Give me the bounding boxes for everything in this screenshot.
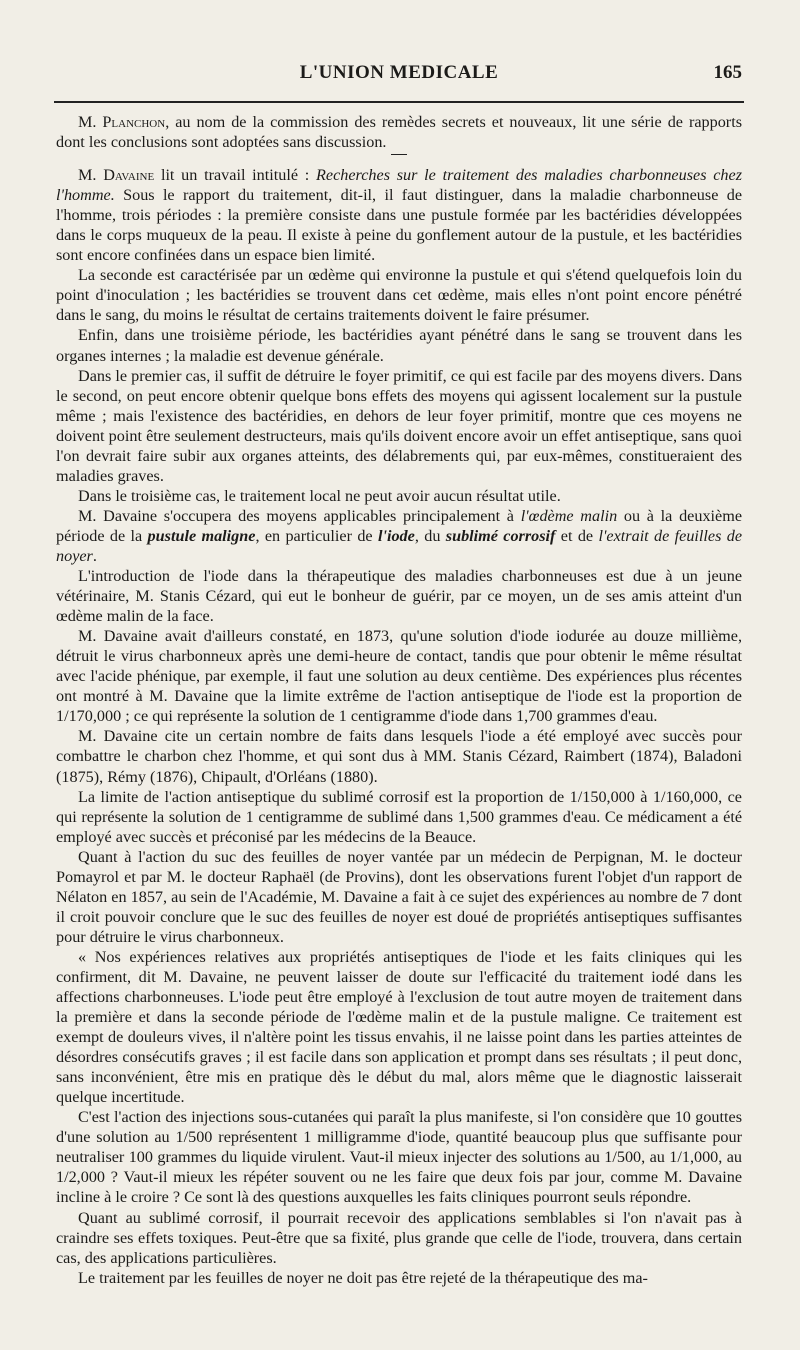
work-title: Recherches sur le traitement des maladies charbonneuses chez l'homme. <box>56 166 742 205</box>
page-number: 165 <box>713 62 742 83</box>
paragraph: Le traitement par les feuilles de noyer ne doit pas être rejeté de la thérapeutique des ma- <box>78 1268 648 1287</box>
paragraph: La seconde est caractérisée par un œdème qui environne la pustule et qui s'étend quelquefois loin du point d'inoculation ; les bactéridies se trouvent dans cet œdème, mais elles n'ont point encore pénétré dans le sang, du moins le résultat de certains traitements doivent le faire présumer. <box>56 266 742 325</box>
paragraph: Dans le troisième cas, le traitement local ne peut avoir aucun résultat utile. <box>78 486 561 505</box>
paragraph: L'introduction de l'iode dans la thérapeutique des maladies charbonneuses est due à un jeune vétérinaire, M. Stanis Cézard, qui eut le bonheur de guérir, par ce moyen, un de ses amis atteint d'un œdème malin de la face. <box>56 567 742 626</box>
paragraph: Dans le premier cas, il suffit de détruire le foyer primitif, ce qui est facile par des moyens divers. Dans le second, on peut encore obtenir quelque bons effets des moyens qui agissent localement sur la pustule même ; mais l'existence des bactéridies, en dehors de leur foyer primitif, montre que ces moyens ne doivent point être seulement destructeurs, mais qu'ils doivent encore avoir un effet antiseptique, sans quoi l'on devrait faire subir aux organes atteints, des délabrements qui, par eux-mêmes, constitueraient des maladies graves. <box>56 366 742 485</box>
section-separator <box>391 154 407 159</box>
paragraph: Enfin, dans une troisième période, les bactéridies ayant pénétré dans le sang se trouvent dans les organes internes ; la maladie est devenue générale. <box>56 326 742 365</box>
paragraph-planchon: M. Planchon, au nom de la commission des remèdes secrets et nouveaux, lit une série de rapports dont les conclusions sont adoptées sans discussion. <box>56 113 742 152</box>
paragraph: Quant au sublimé corrosif, il pourrait recevoir des applications semblables si l'on n'avait pas à craindre ses effets toxiques. Peut-être que sa fixité, plus grande que celle de l'iode, trouvera, dans certain cas, des applications particulières. <box>56 1208 742 1267</box>
paragraph: Quant à l'action du suc des feuilles de noyer vantée par un médecin de Perpignan, M. le docteur Pomayrol et par M. le docteur Raphaël (de Provins), dont les observations furent l'objet d'un rapport de Nélaton en 1857, au sein de l'Académie, M. Davaine a fait à ce sujet des expériences au nombre de 7 dont il croit pouvoir conclure que le suc des feuilles de noyer est doué de propriétés antiseptiques suffisantes pour détruire le virus charbonneux. <box>56 847 742 946</box>
running-header <box>56 62 742 92</box>
journal-title: L'UNION MEDICALE <box>299 62 499 83</box>
paragraph: C'est l'action des injections sous-cutanées qui paraît la plus manifeste, si l'on considère que 10 gouttes d'une solution au 1/500 représentent 1 milligramme d'iode, quantité beaucoup plus que suffisante pour neutraliser 100 grammes du liquide virulent. Vaut-il mieux injecter des solutions au 1/500, au 1/1,000, au 1/2,000 ? Vaut-il mieux les répéter souvent ou ne les faire que deux fois par jour, comme M. Davaine incline à le croire ? Ce sont là des questions auxquelles les faits cliniques pourront seuls répondre. <box>56 1108 742 1207</box>
paragraph: La limite de l'action antiseptique du sublimé corrosif est la proportion de 1/150,000 à 1/160,000, ce qui représente la solution de 1 centigramme de sublimé dans 1,500 grammes d'eau. Ce médicament a été employé avec succès et préconisé par les médecins de la Beauce. <box>56 787 742 846</box>
paragraph-treatments: M. Davaine s'occupera des moyens applicables principalement à l'œdème malin ou à la deuxième période de la pustule maligne, en particulier de l'iode, du sublimé corrosif et de l'extrait de feuilles de noyer. <box>56 506 743 565</box>
header-rule <box>54 101 744 103</box>
paragraph-quote: « Nos expériences relatives aux propriétés antiseptiques de l'iode et les faits cliniques qui les confirment, dit M. Davaine, ne peuvent laisser de doute sur l'efficacité du traitement iodé dans les affections charbonneuses. L'iode peut être employé à l'exclusion de tout autre moyen de traitement dans la première et dans la seconde période de l'œdème malin et de la pustule maligne. Ce traitement est exempt de douleurs vives, il n'altère point les tissus envahis, il ne laisse point dans les parties atteintes de désordres consécutifs graves ; il est facile dans son application et prompt dans ses résultats ; il peut donc, sans inconvénient, être mis en pratique dès le début du mal, alors même que le diagnostic laisserait quelque incertitude. <box>56 947 742 1107</box>
article-body <box>56 112 742 1288</box>
author-name: Planchon <box>102 113 166 131</box>
paragraph-davaine-intro: M. Davaine lit un travail intitulé : Recherches sur le traitement des maladies charbonneuses chez l'homme. Sous le rapport du traitement, dit-il, il faut distinguer, dans la maladie charbonneuse de l'homme, trois périodes : la première consiste dans une pustule formée par les bactéridies développées dans le corps muqueux de la peau. Il existe à peine du gonflement autour de la pustule, et les bactéridies sont encore confinées dans un espace bien limité. <box>56 166 742 265</box>
paragraph: M. Davaine avait d'ailleurs constaté, en 1873, qu'une solution d'iode iodurée au douze millième, détruit le virus charbonneux après une demi-heure de contact, tandis que pour obtenir le même résultat avec l'acide phénique, par exemple, il faut une solution au deux centième. Des expériences plus récentes ont montré à M. Davaine que la limite extrême de l'action antiseptique de l'iode est la proportion de 1/170,000 ; ce qui représente la solution de 1 centigramme d'iode dans 1,700 grammes d'eau. <box>56 627 742 726</box>
paragraph: M. Davaine cite un certain nombre de faits dans lesquels l'iode a été employé avec succès pour combattre le charbon chez l'homme, et qui sont dus à MM. Stanis Cézard, Raimbert (1874), Baladoni (1875), Rémy (1876), Chipault, d'Orléans (1880). <box>56 727 742 786</box>
author-name: Davaine <box>103 166 155 185</box>
